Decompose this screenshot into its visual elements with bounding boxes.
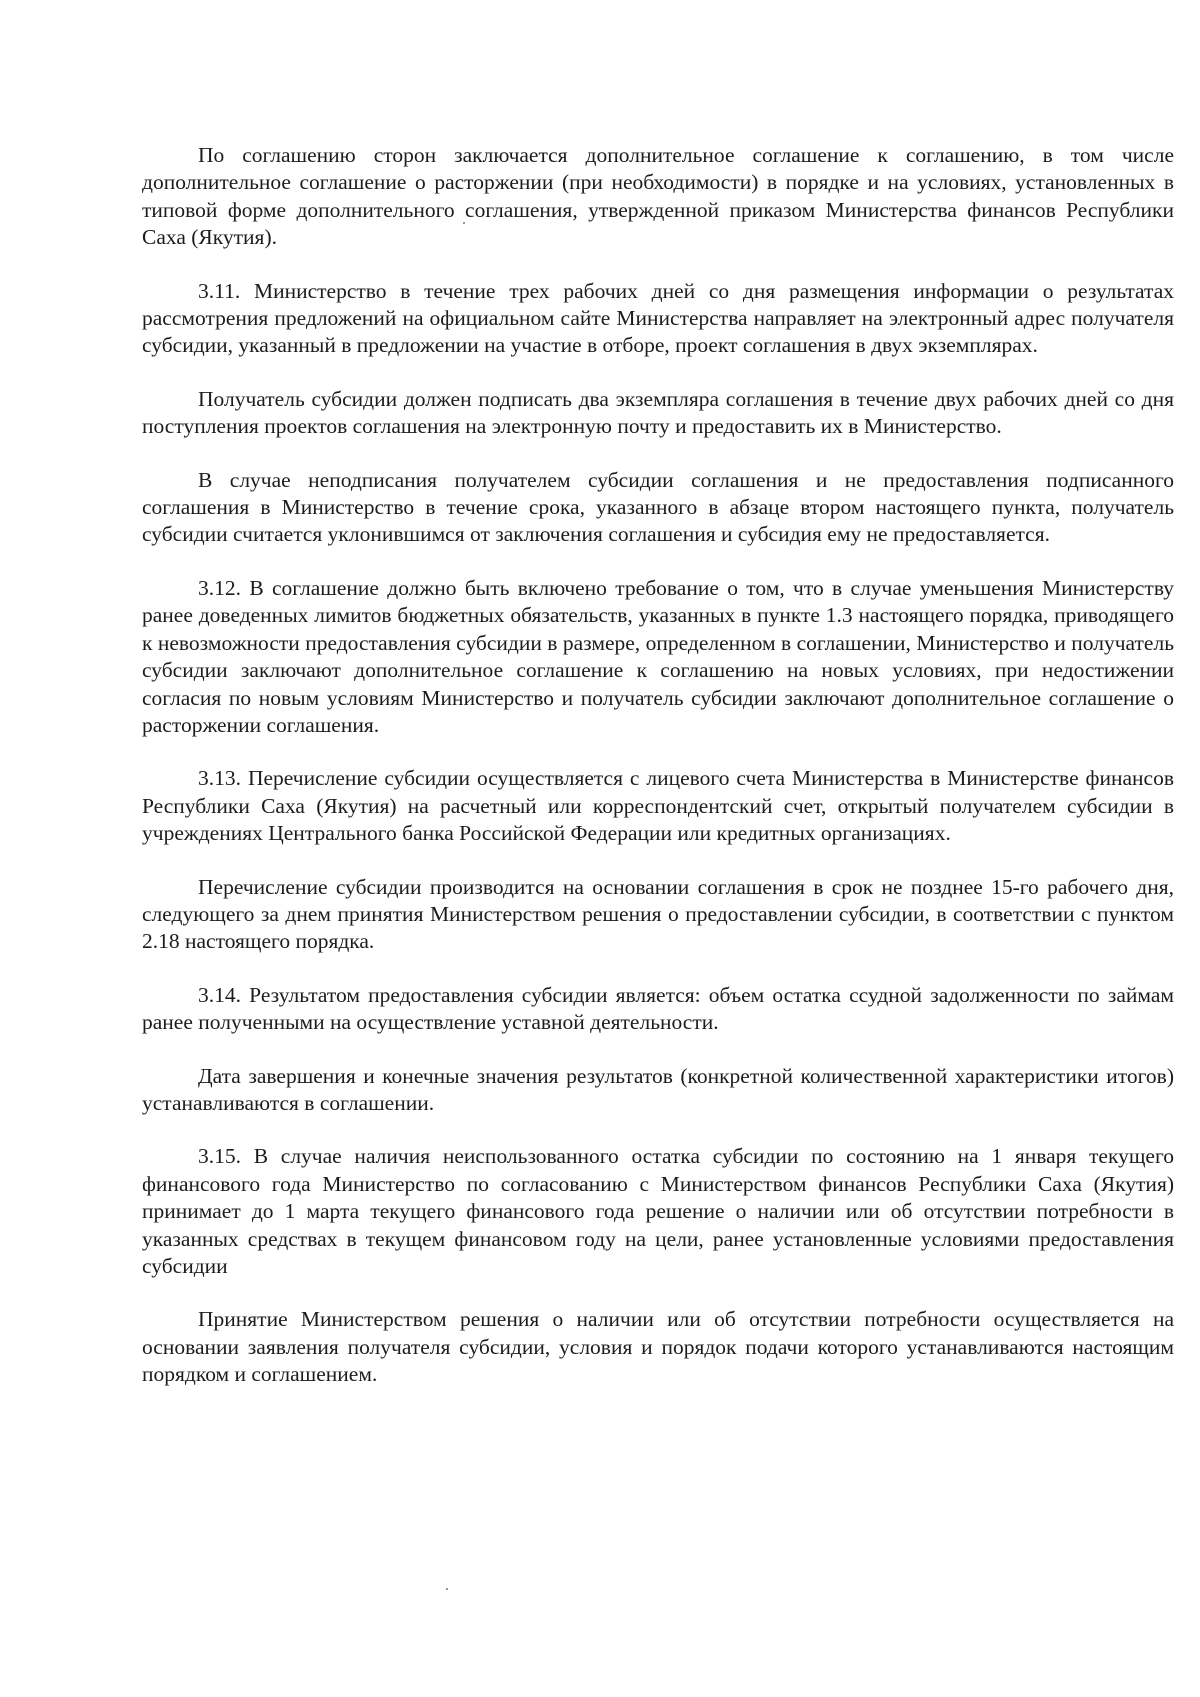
paragraph-decision-basis: Принятие Министерством решения о наличии или об отсутствии потребности осуществляется на основании заявления получателя субсидии, условия и порядок подачи которого устанавливаются настоящим порядком и соглашением.: [142, 1307, 1174, 1387]
paragraph-non-signing: В случае неподписания получателем субсидии соглашения и не предоставления подписанного соглашения в Министерство в течение срока, указанного в абзаце втором настоящего пункта, получатель субсидии считается уклонившимся от заключения соглашения и субсидия ему не предоставляется.: [142, 467, 1174, 547]
document-body: [142, 142, 1174, 1389]
scan-speck: [446, 1588, 448, 1590]
paragraph-3-12: 3.12. В соглашение должно быть включено требование о том, что в случае уменьшения Министерству ранее доведенных лимитов бюджетных обязательств, указанных в пункте 1.3 настоящего порядка, приводящего к невозможности предоставления субсидии в размере, определенном в соглашении, Министерство и получатель субсидии заключают дополнительное соглашение к соглашению на новых условиях, при недостижении согласия по новым условиям Министерство и получатель субсидии заключают дополнительное соглашение о расторжении соглашения.: [142, 575, 1174, 737]
scan-speck: [463, 222, 465, 224]
paragraph-3-11: 3.11. Министерство в течение трех рабочих дней со дня размещения информации о результатах рассмотрения предложений на официальном сайте Министерства направляет на электронный адрес получателя субсидии, указанный в предложении на участие в отборе, проект соглашения в двух экземплярах.: [142, 278, 1174, 358]
paragraph-3-14: 3.14. Результатом предоставления субсидии является: объем остатка ссудной задолженности по займам ранее полученными на осуществление уставной деятельности.: [142, 982, 1174, 1035]
paragraph-3-15: 3.15. В случае наличия неиспользованного остатка субсидии по состоянию на 1 января текущего финансового года Министерство по согласованию с Министерством финансов Республики Саха (Якутия) принимает до 1 марта текущего финансового года решение о наличии или об отсутствии потребности в указанных средствах в текущем финансовом году на цели, ранее установленные условиями предоставления субсидии: [142, 1144, 1174, 1278]
paragraph-additional-agreement: По соглашению сторон заключается дополнительное соглашение к соглашению, в том числе дополнительное соглашение о расторжении (при необходимости) в порядке и на условиях, установленных в типовой форме дополнительного соглашения, утвержденной приказом Министерства финансов Республики Саха (Якутия).: [142, 143, 1174, 250]
paragraph-transfer-deadline: Перечисление субсидии производится на основании соглашения в срок не позднее 15-го рабочего дня, следующего за днем принятия Министерством решения о предоставлении субсидии, в соответствии с пунктом 2.18 настоящего порядка.: [142, 874, 1174, 954]
paragraph-results-date: Дата завершения и конечные значения результатов (конкретной количественной характеристики итогов) устанавливаются в соглашении.: [142, 1063, 1174, 1115]
paragraph-signing-deadline: Получатель субсидии должен подписать два экземпляра соглашения в течение двух рабочих дней со дня поступления проектов соглашения на электронную почту и предоставить их в Министерство.: [142, 386, 1174, 439]
paragraph-3-13: 3.13. Перечисление субсидии осуществляется с лицевого счета Министерства в Министерстве финансов Республики Саха (Якутия) на расчетный или корреспондентский счет, открытый получателем субсидии в учреждениях Центрального банка Российской Федерации или кредитных организациях.: [142, 766, 1174, 846]
